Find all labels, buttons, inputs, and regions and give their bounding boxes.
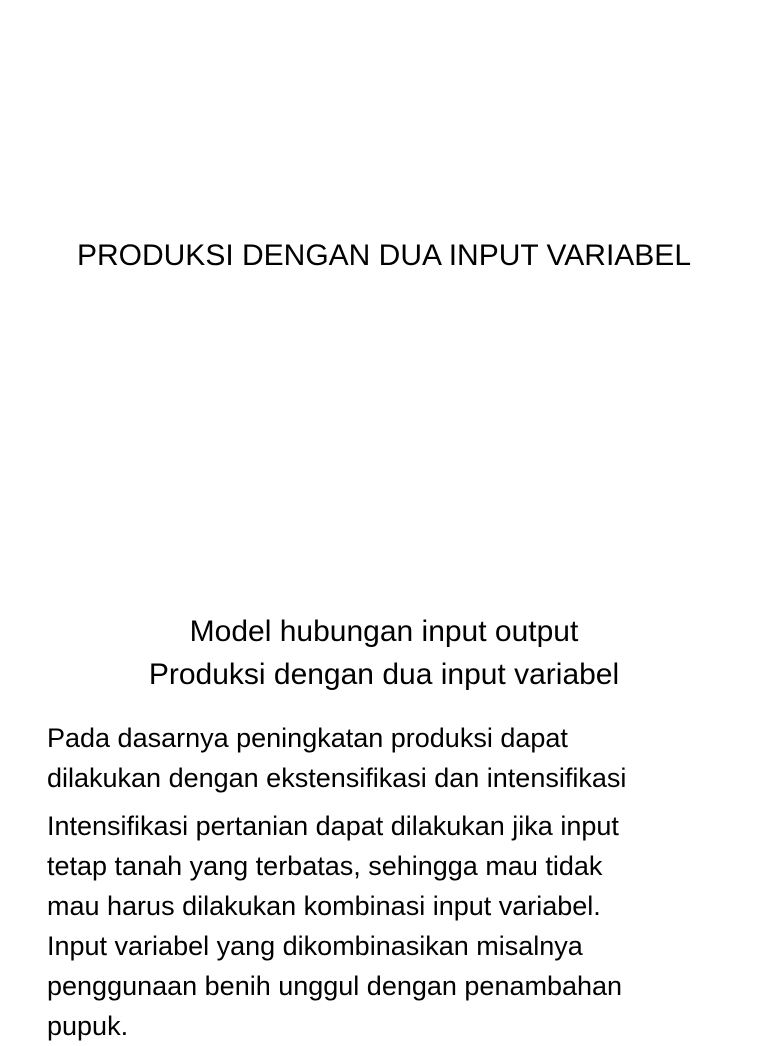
text-line: Input variabel yang dikombinasikan misalnya (47, 931, 583, 961)
text-line: penggunaan benih unggul dengan penambahan (47, 971, 623, 1001)
slide-body (47, 718, 757, 1046)
text-line: Pada dasarnya peningkatan produksi dapat (47, 723, 568, 753)
slide-title: PRODUKSI DENGAN DUA INPUT VARIABEL (76, 239, 692, 272)
text-line: tetap tanah yang terbatas, sehingga mau tidak (47, 851, 603, 881)
paragraph (47, 718, 757, 798)
text-line: Intensifikasi pertanian dapat dilakukan jika input (47, 811, 619, 841)
slide-heading (0, 610, 768, 696)
text-line: pupuk. (47, 1011, 129, 1041)
text-line: mau harus dilakukan kombinasi input variabel. (47, 891, 601, 921)
heading-line: Produksi dengan dua input variabel (148, 658, 620, 691)
paragraph (47, 806, 757, 1046)
heading-line: Model hubungan input output (189, 615, 579, 648)
text-line: dilakukan dengan ekstensifikasi dan intensifikasi (47, 763, 627, 793)
